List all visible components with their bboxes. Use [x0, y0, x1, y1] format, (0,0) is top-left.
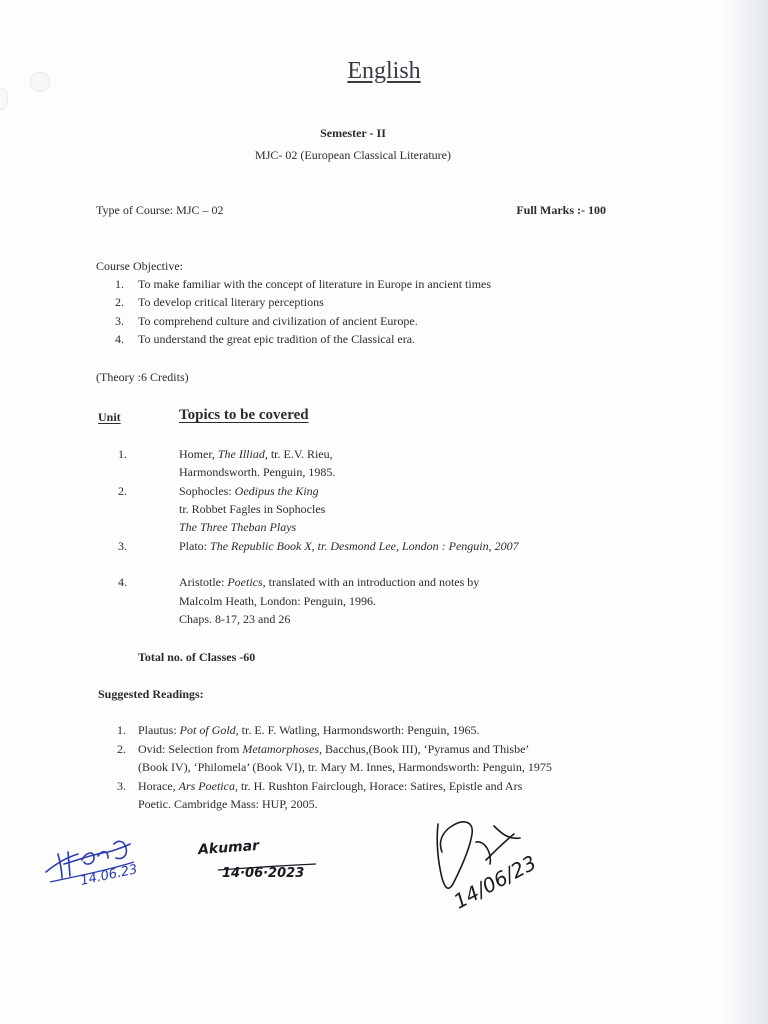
semester-label: Semester - II — [320, 126, 386, 140]
signature-1-date: 14.06.23 — [79, 862, 139, 889]
reading-text: Horace, Ars Poetica, tr. H. Rushton Fairclough, Horace: Satires, Epistle and Ars — [138, 779, 523, 793]
signature-1-scribble — [38, 832, 168, 902]
unit-number: 2. — [118, 484, 127, 498]
reading-text: Plautus: Pot of Gold, tr. E. F. Watling, Harmondsworth: Penguin, 1965. — [138, 723, 480, 737]
objective-number: 1. — [115, 277, 124, 291]
unit-topic-line: Sophocles: Oedipus the King — [179, 484, 319, 498]
unit-number: 1. — [118, 447, 127, 461]
objective-heading: Course Objective: — [96, 259, 183, 273]
objective-text: To develop critical literary perceptions — [138, 295, 324, 309]
unit-number: 3. — [118, 539, 127, 553]
unit-heading: Unit — [98, 410, 121, 424]
course-code-line: MJC- 02 (European Classical Literature) — [255, 148, 451, 162]
signature-2-date: 14·06·2023 — [222, 866, 305, 881]
signature-1 — [38, 832, 168, 902]
objective-text: To comprehend culture and civilization of ancient Europe. — [138, 314, 418, 328]
unit-topic-line: Malcolm Heath, London: Penguin, 1996. — [179, 594, 376, 608]
objective-text: To make familiar with the concept of literature in Europe in ancient times — [138, 277, 492, 291]
reading-text-continued: Poetic. Cambridge Mass: HUP, 2005. — [138, 797, 318, 811]
reading-number: 1. — [117, 723, 126, 737]
objective-number: 3. — [115, 314, 124, 328]
objective-number: 2. — [115, 295, 124, 309]
document-title: English — [347, 58, 421, 84]
unit-topic-line: Aristotle: Poetics, translated with an introduction and notes by — [179, 575, 480, 589]
signature-3-date: 14/06/23 — [449, 850, 541, 914]
objective-number: 4. — [115, 332, 124, 346]
unit-topic-line: The Three Theban Plays — [179, 520, 297, 534]
topics-heading: Topics to be covered — [179, 407, 309, 423]
unit-topic-line: Chaps. 8-17, 23 and 26 — [179, 612, 291, 626]
signature-3 — [424, 812, 564, 922]
unit-topic-line: Plato: The Republic Book X, tr. Desmond Lee, London : Penguin, 2007 — [179, 539, 519, 553]
unit-topic-line: Harmondsworth. Penguin, 1985. — [179, 465, 336, 479]
reading-text: Ovid: Selection from Metamorphoses, Bacchus,(Book III), ‘Pyramus and Thisbe’ — [138, 742, 530, 756]
reading-number: 3. — [117, 779, 126, 793]
reading-text-continued: (Book IV), ‘Philomela’ (Book VI), tr. Mary M. Innes, Harmondsworth: Penguin, 1975 — [138, 760, 552, 774]
type-of-course: Type of Course: MJC – 02 — [96, 203, 224, 217]
total-classes: Total no. of Classes -60 — [138, 650, 256, 664]
unit-number: 4. — [118, 575, 127, 589]
unit-topic-line: tr. Robbet Fagles in Sophocles — [179, 502, 326, 516]
page-edge-shadow — [722, 0, 768, 1024]
objective-text: To understand the great epic tradition of the Classical era. — [138, 332, 416, 346]
theory-credits: (Theory :6 Credits) — [96, 370, 189, 384]
reading-number: 2. — [117, 742, 126, 756]
full-marks: Full Marks :- 100 — [516, 203, 606, 217]
suggested-readings-heading: Suggested Readings: — [98, 687, 204, 701]
signature-2-name: Akumar — [197, 837, 260, 859]
unit-topic-line: Homer, The Illiad, tr. E.V. Rieu, — [179, 447, 333, 461]
signature-3-scribble — [424, 812, 564, 922]
punch-hole-mark-left — [0, 88, 8, 110]
